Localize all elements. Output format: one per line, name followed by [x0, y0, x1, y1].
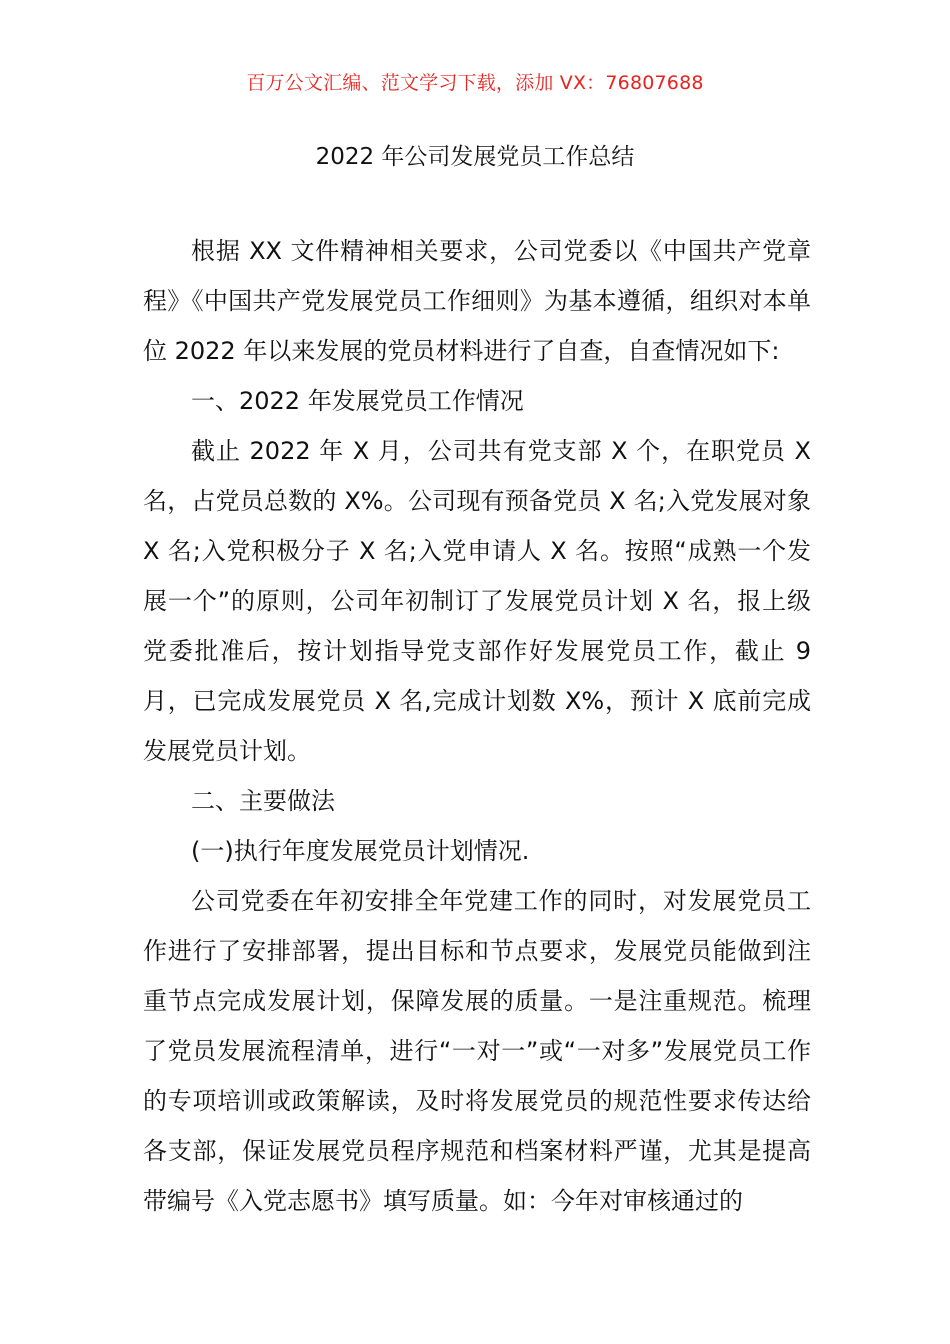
header-banner: 百万公文汇编、范文学习下载，添加 VX：76807688	[246, 72, 704, 94]
document-title: 2022 年公司发展党员工作总结	[315, 144, 635, 170]
section-heading-1: 一、2022 年发展党员工作情况	[191, 387, 524, 415]
paragraph-intro: 根据 XX 文件精神相关要求，公司党委以《中国共产党章程》《中国共产党发展党员工作细则》为基本遵循，组织对本单位 2022 年以来发展的党员材料进行了自查，自查情况如下:	[143, 237, 811, 365]
paragraph-practice: 公司党委在年初安排全年党建工作的同时，对发展党员工作进行了安排部署，提出目标和节点要求，发展党员能做到注重节点完成发展计划，保障发展的质量。一是注重规范。梳理了党员发展流程清单，进行“一对一”或“一对多”发展党员工作的专项培训或政策解读，及时将发展党员的规范性要求传达给各支部，保证发展党员程序规范和档案材料严谨，尤其是提高带编号《入党志愿书》填写质量。如：今年对审核通过的	[143, 887, 811, 1215]
section-heading-2: 二、主要做法	[191, 787, 335, 815]
document-body	[143, 226, 811, 1226]
subsection-heading-1: (一)执行年度发展党员计划情况.	[191, 837, 530, 865]
paragraph-status: 截止 2022 年 X 月，公司共有党支部 X 个，在职党员 X 名，占党员总数的 X%。公司现有预备党员 X 名;入党发展对象 X 名;入党积极分子 X 名;入党申请人 X 名。按照“成熟一个发展一个”的原则，公司年初制订了发展党员计划 X 名，报上级党委批准后，按计划指导党支部作好发展党员工作，截止 9 月，已完成发展党员 X 名,完成计划数 X%，预计 X 底前完成发展党员计划。	[143, 437, 811, 765]
